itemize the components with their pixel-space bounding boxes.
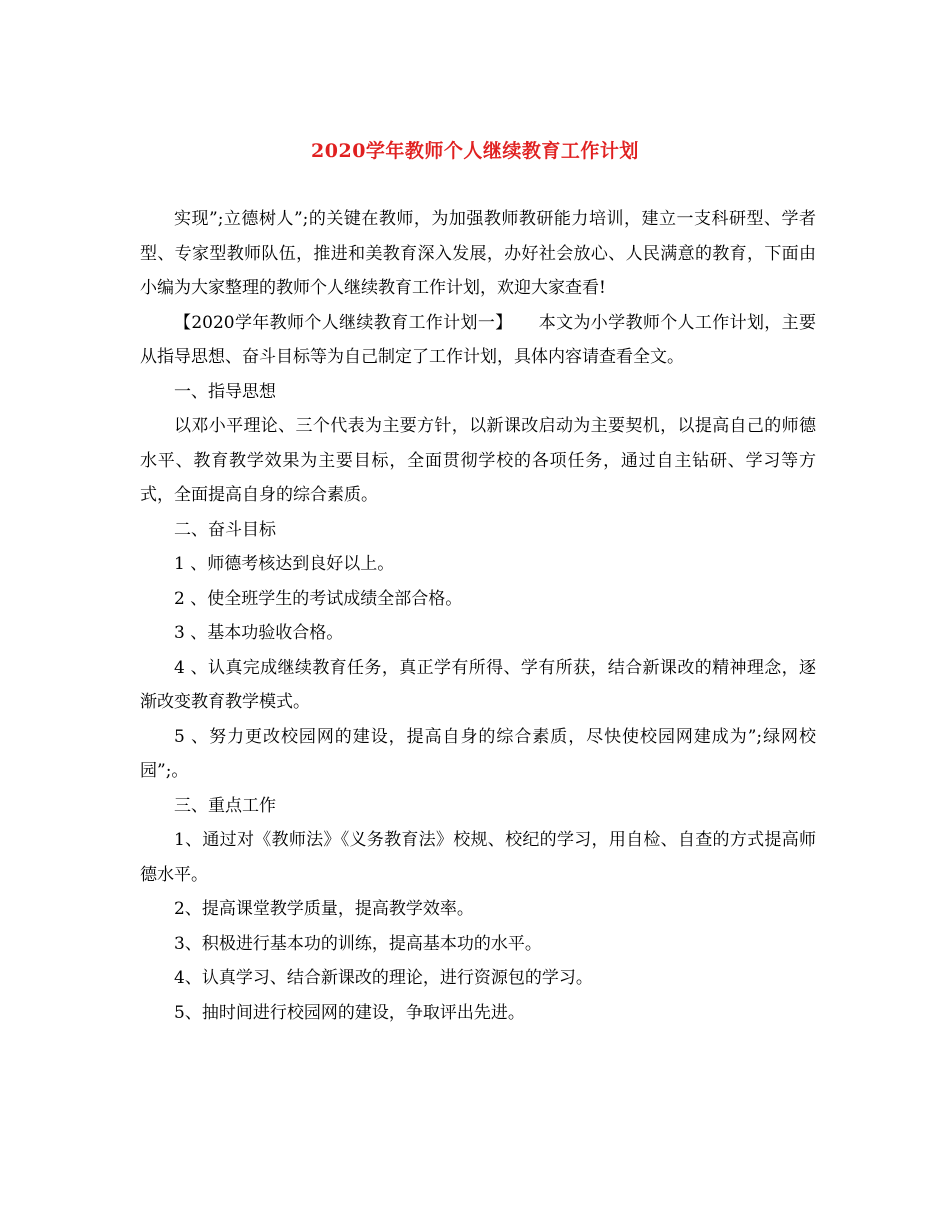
goal-item: 1 、师德考核达到良好以上。 [174,554,395,574]
section-heading-key-work: 三、重点工作 [174,795,276,816]
goal-item: 5 、努力更改校园网的建设，提高自身的综合素质，尽快使校园网建成为”;绿网校园”;。 [140,726,816,781]
key-work-item: 4、认真学习、结合新课改的理论，进行资源包的学习。 [174,968,593,988]
goal-item: 4 、认真完成继续教育任务，真正学有所得、学有所获，结合新课改的精神理念，逐渐改变教育教学模式。 [140,657,816,712]
plan-one-paragraph: 【2020学年教师个人继续教育工作计划一】 本文为小学教师个人工作计划，主要从指导思想、奋斗目标等为自己制定了工作计划，具体内容请查看全文。 [140,312,816,367]
document-title: 2020学年教师个人继续教育工作计划 [311,140,639,162]
section-heading-goals: 二、奋斗目标 [174,519,276,540]
key-work-item: 2、提高课堂教学质量，提高教学效率。 [174,899,474,919]
section-heading-guiding-thought: 一、指导思想 [174,381,276,402]
guiding-thought-paragraph: 以邓小平理论、三个代表为主要方针，以新课改启动为主要契机，以提高自己的师德水平、教育教学效果为主要目标，全面贯彻学校的各项任务，通过自主钻研、学习等方式，全面提高自身的综合素质。 [140,416,816,505]
key-work-item: 5、抽时间进行校园网的建设，争取评出先进。 [174,1002,525,1023]
goal-item: 2 、使全班学生的考试成绩全部合格。 [174,588,463,609]
goal-item: 3 、基本功验收合格。 [174,623,344,643]
intro-paragraph: 实现”;立德树人”;的关键在教师，为加强教师教研能力培训，建立一支科研型、学者型、专家型教师队伍，推进和美教育深入发展，办好社会放心、人民满意的教育，下面由小编为大家整理的教师个人继续教育工作计划，欢迎大家查看! [140,209,816,298]
key-work-item: 1、通过对《教师法》《义务教育法》校规、校纪的学习，用自检、自查的方式提高师德水平。 [140,830,816,885]
document-body [140,202,816,1030]
key-work-item: 3、积极进行基本功的训练，提高基本功的水平。 [174,933,542,954]
